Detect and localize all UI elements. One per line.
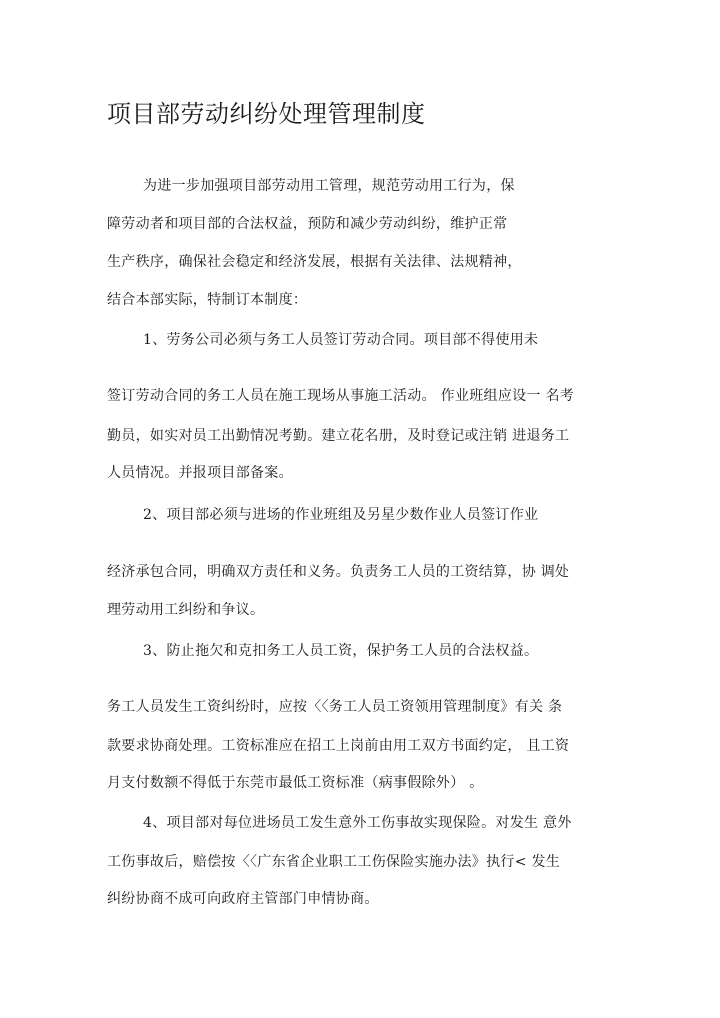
text-line: 月支付数额不得低于东莞市最低工资标准（病事假除外） 。 — [107, 775, 484, 791]
text-line: 2、项目部必须与进场的作业班组及另星少数作业人员签订作业 — [143, 507, 539, 523]
text-line: 4、项目部对每位进场员工发生意外工伤事故实现保险。对发生 意外 — [143, 815, 572, 831]
text-line: 务工人员发生工资纠纷时，应按〈〈务工人员工资领用管理制度》有关 条 — [107, 699, 563, 715]
text-line: 1、劳务公司必须与务工人员签订劳动合同。项目部不得使用未 — [143, 332, 539, 348]
document-title: 项目部劳动纠纷处理管理制度 — [107, 100, 426, 128]
text-line: 勤员，如实对员工出勤情况考勤。建立花名册，及时登记或注销 进退务工 — [107, 428, 570, 444]
text-line: 经济承包合同，明确双方责任和义务。负责务工人员的工资结算，协 调处 — [107, 564, 570, 580]
text-line: 3、防止拖欠和克扣务工人员工资，保护务工人员的合法权益。 — [143, 643, 539, 659]
text-line: 理劳动用工纠纷和争议。 — [107, 602, 265, 618]
text-line: 结合本部实际，特制订本制度： — [107, 292, 308, 308]
text-line: 生产秩序，确保社会稳定和经济发展，根据有关法律、法规精神， — [107, 254, 522, 270]
text-line: 签订劳动合同的务工人员在施工现场从事施工活动。 作业班组应设一 名考 — [107, 388, 575, 404]
text-line: 人员情况。并报项目部备案。 — [107, 465, 293, 481]
text-line: 工伤事故后，赔偿按〈〈广东省企业职工工伤保险实施办法》执行< 发生 — [107, 854, 561, 870]
text-line: 纠纷协商不成可向政府主管部门申情协商。 — [107, 891, 379, 907]
text-line: 为进一步加强项目部劳动用工管理，规范劳动用工行为，保 — [143, 178, 515, 194]
text-line: 款要求协商处理。工资标准应在招工上岗前由用工双方书面约定， 且工资 — [107, 738, 570, 754]
text-line: 障劳动者和项目部的合法权益，预防和减少劳动纠纷，维护正常 — [107, 216, 508, 232]
